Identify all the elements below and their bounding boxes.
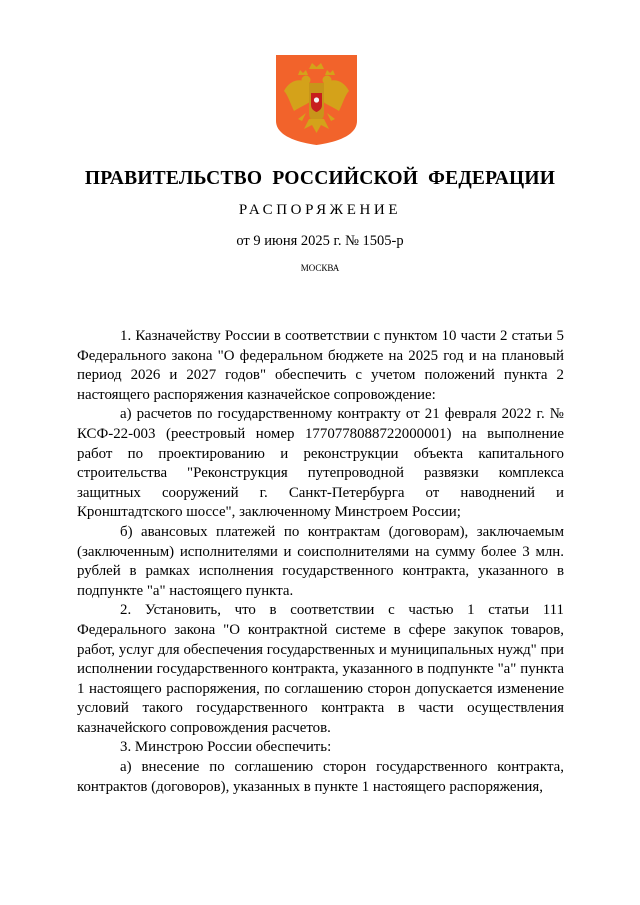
paragraph-1: 1. Казначейству России в соответствии с пунктом 10 части 2 статьи 5 Федерального закона "О федеральном бюджете на 2025 год и на плановый период 2026 и 2027 годов" обеспечить с учетом положений пункта 2 настоящего распоряжения казначейское сопровождение: (77, 328, 564, 403)
paragraph-3a: а) внесение по соглашению сторон государственного контракта, контрактов (договоров), указанных в пункте 1 настоящего распоряжения, (77, 759, 564, 795)
paragraph-3: 3. Минстрою России обеспечить: (120, 739, 332, 756)
document-city: МОСКВА (300, 263, 340, 273)
document-body (77, 327, 564, 797)
document-date-number: от 9 июня 2025 г. № 1505-р (236, 233, 404, 249)
coat-of-arms-icon (276, 55, 357, 145)
paragraph-1b: б) авансовых платежей по контрактам (договорам), заключаемым (заключенным) исполнителями и соисполнителями на сумму более 3 млн. рублей в рамках исполнения государственного контракта, указанного в подпункте "а" настоящего пункта. (77, 523, 564, 599)
government-title: ПРАВИТЕЛЬСТВО РОССИЙСКОЙ ФЕДЕРАЦИИ (84, 168, 556, 189)
paragraph-1a: а) расчетов по государственному контракту от 21 февраля 2022 г. № КСФ-22-003 (реестровый номер 1770778088722000001) на выполнение работ по проектированию и реконструкции объекта капитального строительства "Реконструкция путепроводной развязки комплекса защитных сооружений г. Санкт-Петербурга от наводнений и Кронштадтского шоссе", заключенному Минстроем России; (77, 406, 564, 521)
paragraph-2: 2. Установить, что в соответствии с частью 1 статьи 111 Федерального закона "О контрактной системе в сфере закупок товаров, работ, услуг для обеспечения государственных и муниципальных нужд" при исполнении государственного контракта, указанного в подпункте "а" пункта 1 настоящего распоряжения, по соглашению сторон допускается изменение условий такого государственного контракта в части осуществления казначейского сопровождения расчетов. (77, 602, 564, 736)
document-type: РАСПОРЯЖЕНИЕ (238, 202, 402, 218)
